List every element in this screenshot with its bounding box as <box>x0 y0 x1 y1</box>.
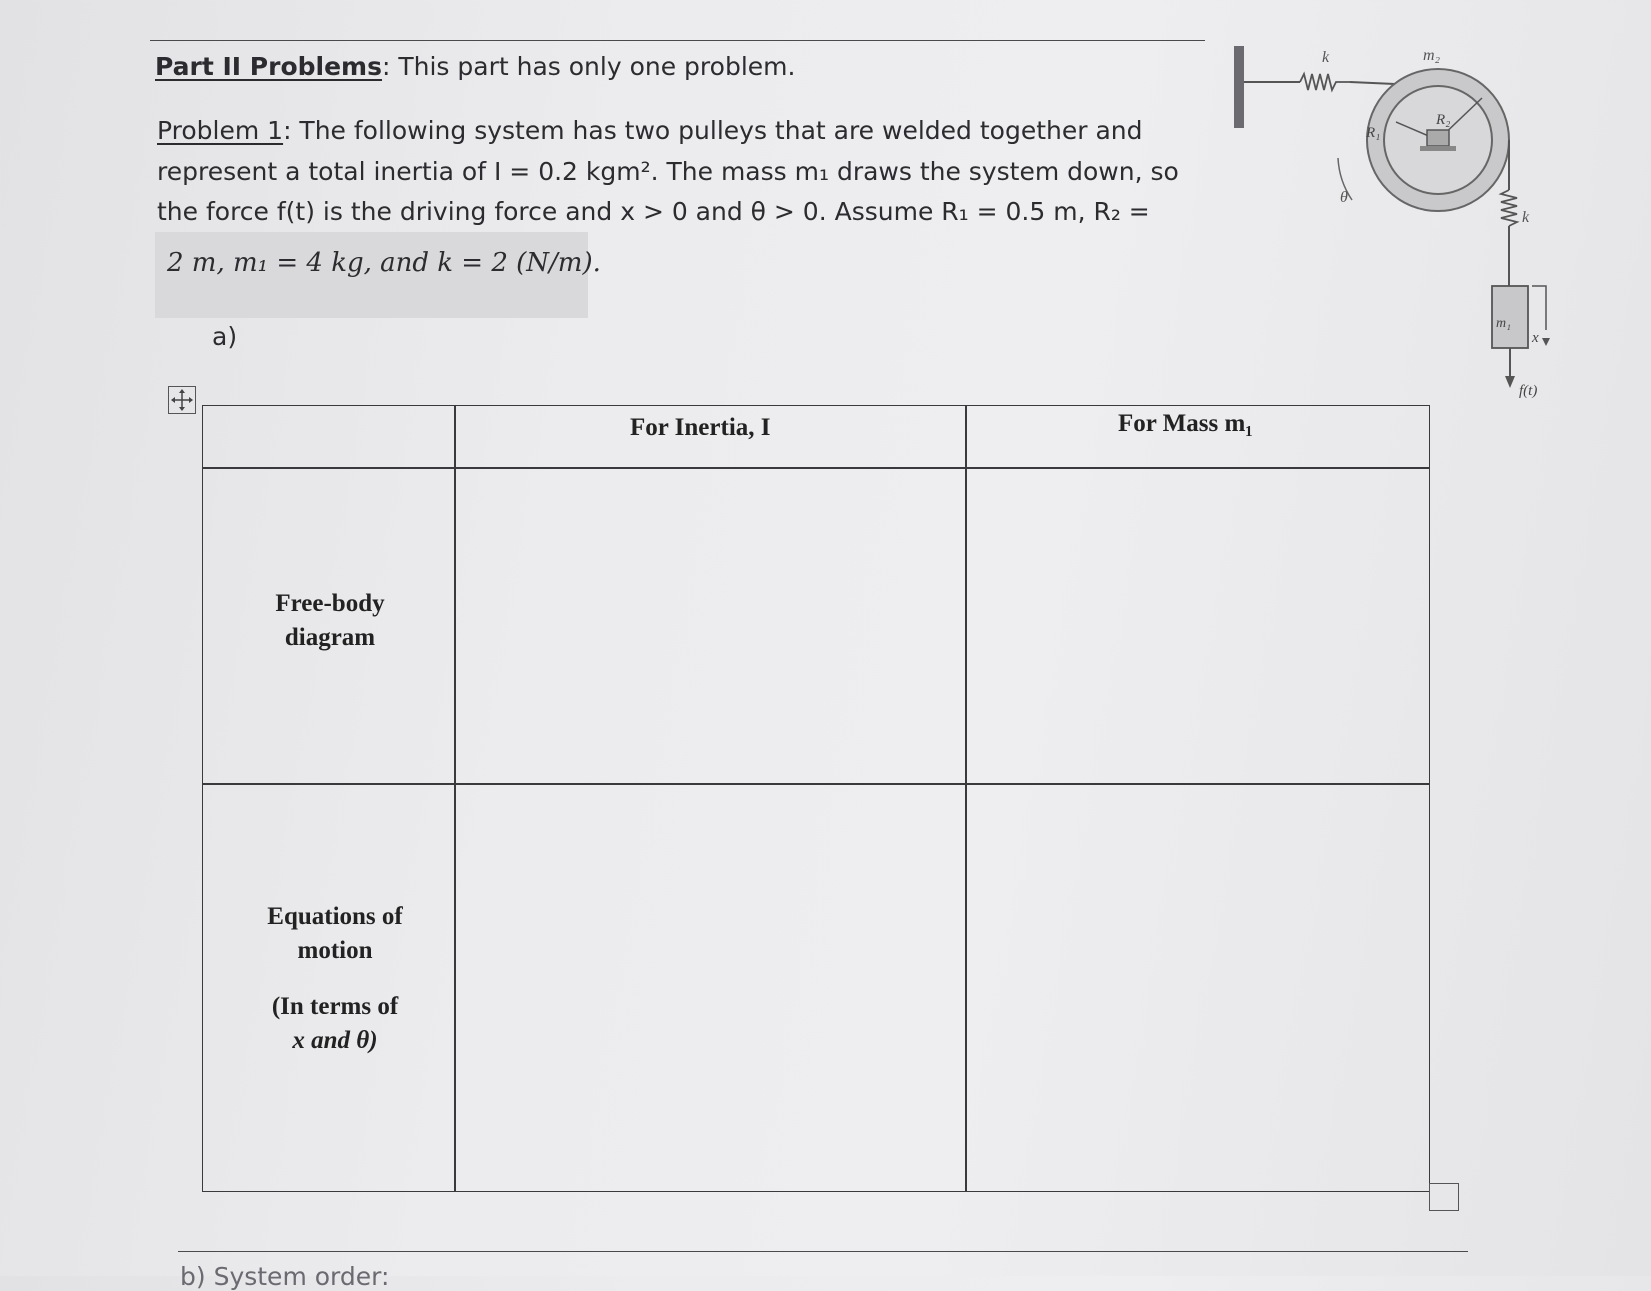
row-label-free-body-line2: diagram <box>284 624 376 651</box>
row-label-equations <box>230 900 440 1058</box>
label-r2: R₂ <box>1436 112 1451 128</box>
resize-handle[interactable] <box>1429 1183 1459 1211</box>
label-r1: R₁ <box>1366 125 1381 141</box>
wall <box>1234 46 1244 128</box>
label-theta: θ <box>1340 189 1348 206</box>
label-m1: m₁ <box>1496 316 1511 331</box>
row-label-equations-line2: motion <box>297 937 373 964</box>
label-m2: m₂ <box>1423 47 1441 64</box>
x-arrow <box>1542 338 1550 346</box>
table-header-divider <box>202 467 1430 469</box>
problem-line-3: the force f(t) is the driving force and x > 0 and θ > 0. Assume R₁ = 0.5 m, R₂ = <box>157 197 1150 226</box>
problem-line-1-text: : The following system has two pulleys that are welded together and <box>283 116 1143 145</box>
top-spring <box>1300 74 1350 90</box>
part-b-partial: b) System order: <box>180 1262 390 1291</box>
row-label-free-body <box>230 587 430 655</box>
table-row-divider <box>202 783 1430 785</box>
side-spring <box>1501 190 1517 226</box>
label-k-top: k <box>1322 49 1330 66</box>
row-label-equations-line3: (In terms of <box>271 993 399 1020</box>
table-move-icon[interactable] <box>168 386 196 414</box>
label-x-outside: x <box>1532 330 1539 346</box>
pulley-hub <box>1427 130 1449 146</box>
bottom-rule <box>178 1251 1468 1252</box>
table-col-divider-2 <box>965 405 967 1192</box>
problem-line-4: 2 m, m₁ = 4 kg, and k = 2 (N/m). <box>167 248 601 278</box>
row-label-equations-line4: x and θ) <box>292 1027 378 1054</box>
part-subtitle: : This part has only one problem. <box>382 52 796 81</box>
part-heading <box>155 52 795 81</box>
col-header-mass: For Mass m₁ <box>1118 410 1253 437</box>
row-label-free-body-line1: Free-body <box>275 590 385 617</box>
label-k-side: k <box>1522 209 1530 226</box>
problem-line-2: represent a total inertia of I = 0.2 kgm². The mass m₁ draws the system down, so <box>157 157 1179 186</box>
part-title: Part II Problems <box>155 52 382 81</box>
problem-line-1 <box>157 116 1143 145</box>
pulley-system-diagram <box>1220 40 1550 420</box>
label-force: f(t) <box>1519 383 1538 399</box>
top-rule <box>150 40 1205 41</box>
problem-label: Problem 1 <box>157 116 284 145</box>
part-a-label: a) <box>212 322 238 351</box>
force-arrow <box>1505 376 1515 388</box>
col-header-inertia: For Inertia, I <box>630 414 771 441</box>
analysis-table <box>202 405 1430 1192</box>
table-col-divider-1 <box>454 405 456 1192</box>
row-label-equations-line1: Equations of <box>267 903 403 930</box>
move-arrows-icon <box>169 387 195 413</box>
